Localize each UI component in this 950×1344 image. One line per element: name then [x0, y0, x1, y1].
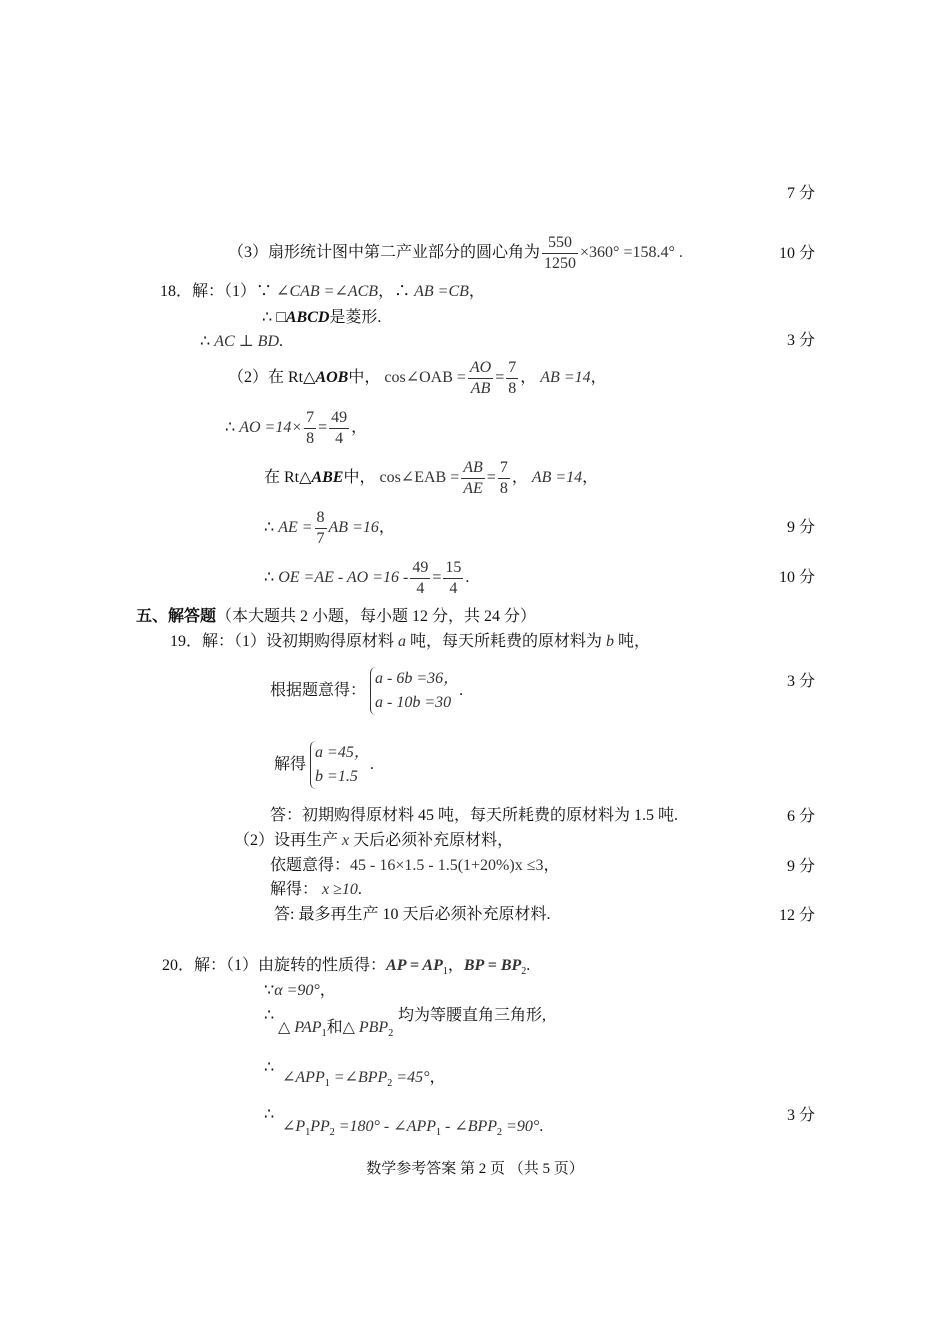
q19-solution: 解得 a =45， b =1.5 . — [274, 741, 374, 789]
q19-system: 根据题意得： a - 6b =36， a - 10b =30 . — [270, 667, 463, 715]
fraction: $\frac{7}{8}$ — [306, 409, 315, 447]
q18-line-3: ∴ AC ⊥ BD. — [200, 333, 284, 350]
q18-line-7: ∴ AE = $\frac{8}{7}$ AB =16， — [264, 509, 395, 547]
q19-part2-line: （2）设再生产 x 天后必须补充原材料， — [234, 832, 514, 849]
q20-line-2: ∵α =90°， — [264, 982, 336, 999]
equation-system: a - 6b =36， a - 10b =30 — [370, 667, 459, 715]
q19-answer-2: 答: 最多再生产 10 天后必须补充原材料. — [274, 906, 551, 923]
q18-line-5: ∴ AO =14× $\frac{7}{8}$ = $\frac{49}{4}$ ， — [225, 409, 368, 447]
q20-line-1: 20．解：（1）由旋转的性质得：AP = $AP_1$，BP = $BP_2$. — [162, 957, 531, 978]
q19-line-7: 解得： x ≥10. — [270, 881, 362, 898]
q20-line-5-math: $\angle P_1PP_2 =180^\circ$ - $\angle APP_1$ - $\angle BPP_2 =90^\circ$. — [282, 1118, 544, 1139]
q20-line-4-math: $\angle APP_1$ $=\angle BPP_2 =45^\circ$， — [282, 1069, 446, 1090]
score: 3 分 — [786, 673, 815, 690]
q18-line-1: 18．解：（1）∵ ∠CAB =∠ACB，∴ AB =CB， — [160, 283, 485, 300]
q18-line-2: ∴ □ABCD是菱形. — [262, 309, 382, 326]
score: 9 分 — [786, 519, 815, 536]
score: 9 分 — [786, 858, 815, 875]
fraction: $\frac{8}{7}$ — [316, 509, 325, 547]
q20-line-3-math: △ $PAP_1$和△ $PBP_2$ — [278, 1019, 394, 1040]
fraction: $\frac{AB}{AE}$ — [463, 459, 483, 497]
q19-line-6: 依题意得：45 - 16×1.5 - 1.5(1+20%)x ≤3， — [270, 857, 560, 874]
fraction: $\frac{49}{4}$ — [331, 409, 348, 447]
fraction: $\frac{550}{1250}$ — [544, 234, 577, 272]
q18-line-8: ∴ OE =AE - AO =16 - $\frac{49}{4}$ = $\frac{15}{4}$ . — [264, 559, 470, 597]
score: 10 分 — [778, 245, 815, 262]
score: 3 分 — [786, 1107, 815, 1124]
section-heading: 五、解答题（本大题共 2 小题，每小题 12 分，共 24 分） — [136, 608, 537, 625]
fraction: $\frac{49}{4}$ — [412, 559, 429, 597]
fraction: $\frac{7}{8}$ — [499, 459, 508, 497]
q20-line-3: ∴ — [264, 1007, 275, 1024]
q20-line-5: ∴ — [264, 1106, 275, 1123]
score: 12 分 — [778, 907, 815, 924]
fraction: $\frac{15}{4}$ — [445, 559, 462, 597]
fraction: $\frac{7}{8}$ — [508, 359, 517, 397]
q18-line-6: 在 Rt△ABE中， cos∠EAB = $\frac{AB}{AE}$ = $\frac{7}{8}$ ， AB =14， — [264, 459, 599, 497]
score: 3 分 — [786, 332, 815, 349]
page-footer: 数学参考答案 第 2 页 （共 5 页） — [366, 1161, 584, 1177]
q17-part3-line: （3）扇形统计图中第二产业部分的圆心角为 $\frac{550}{1250}$ ×360° =158.4° . — [228, 234, 683, 272]
q19-answer-1: 答：初期购得原材料 45 吨，每天所耗费的原材料为 1.5 吨. — [270, 807, 679, 824]
score: 10 分 — [778, 569, 815, 586]
q19-line-1: 19．解：（1）设初期购得原材料 a 吨，每天所耗费的原材料为 b 吨， — [170, 633, 651, 650]
score: 7 分 — [786, 185, 815, 202]
q20-line-3-text: 均为等腰直角三角形, — [398, 1007, 547, 1024]
score: 6 分 — [786, 808, 815, 825]
solution-system: a =45， b =1.5 — [310, 741, 370, 789]
q18-part2-line: （2）在 Rt△AOB中， cos∠OAB = $\frac{AO}{AB}$ = $\frac{7}{8}$ ， AB =14， — [228, 359, 607, 397]
q20-line-4: ∴ — [264, 1059, 275, 1076]
fraction: $\frac{AO}{AB}$ — [469, 359, 492, 397]
